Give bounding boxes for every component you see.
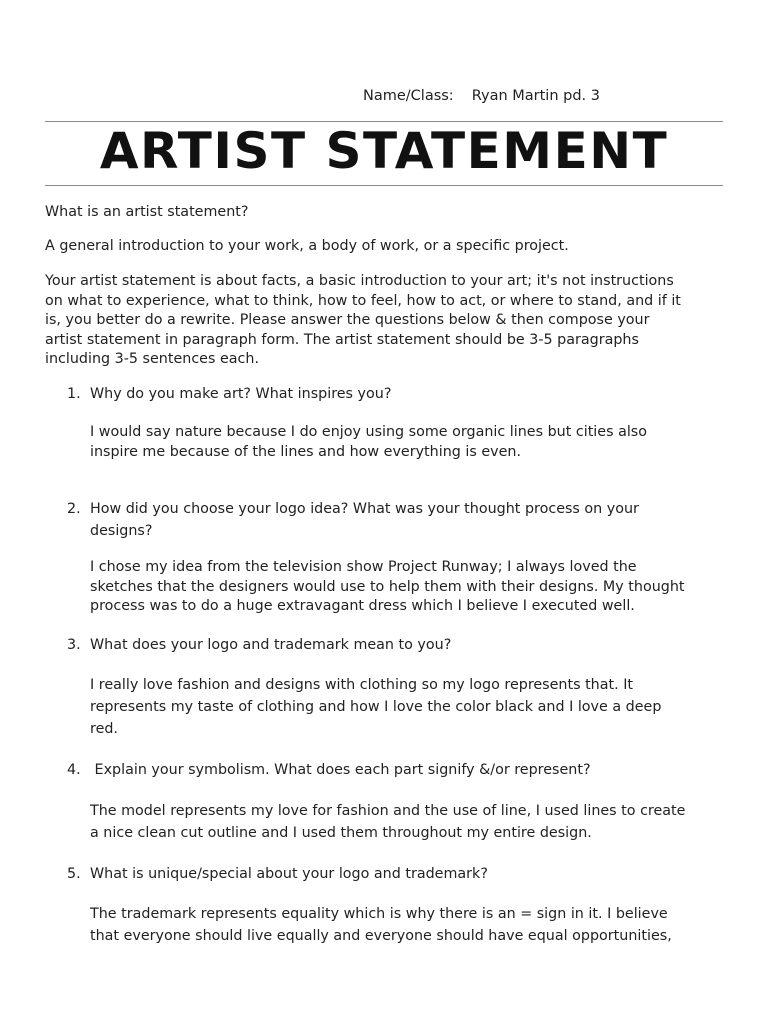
intro-definition: A general introduction to your work, a body of work, or a specific project. bbox=[45, 238, 569, 254]
answer-line: that everyone should live equally and everyone should have equal opportunities, bbox=[90, 928, 672, 944]
intro-line: artist statement in paragraph form. The artist statement should be 3-5 paragraphs bbox=[45, 331, 639, 348]
question-line: How did you choose your logo idea? What was your thought process on your bbox=[90, 501, 639, 517]
bottom-rule bbox=[45, 185, 723, 186]
intro-line: is, you better do a rewrite. Please answer the questions below & then compose your bbox=[45, 312, 650, 328]
answer-line: represents my taste of clothing and how I love the color black and I love a deep bbox=[90, 699, 662, 715]
intro-line: Your artist statement is about facts, a basic introduction to your art; it's not instructions bbox=[45, 273, 674, 289]
question-number: 1. bbox=[67, 386, 81, 402]
question-line: designs? bbox=[90, 523, 153, 539]
page-title: ARTIST STATEMENT bbox=[99, 122, 669, 180]
answer-line: I chose my idea from the television show Project Runway; I always loved the bbox=[90, 559, 637, 575]
answer-line: I really love fashion and designs with clothing so my logo represents that. It bbox=[90, 677, 634, 693]
answer-text bbox=[90, 674, 730, 740]
question-line: What does your logo and trademark mean to you? bbox=[90, 637, 452, 653]
answer-line: The model represents my love for fashion and the use of line, I used lines to create bbox=[90, 803, 686, 819]
question-text bbox=[90, 383, 710, 405]
question-number: 4. bbox=[67, 762, 81, 778]
intro-line: on what to experience, what to think, how to feel, how to act, or where to stand, and if it bbox=[45, 292, 681, 309]
answer-line: I would say nature because I do enjoy using some organic lines but cities also bbox=[90, 424, 647, 440]
answer-line: a nice clean cut outline and I used them throughout my entire design. bbox=[90, 825, 592, 841]
name-class-row bbox=[363, 88, 600, 104]
intro-paragraph bbox=[45, 272, 725, 370]
answer-line: process was to do a huge extravagant dress which I believe I executed well. bbox=[90, 598, 635, 614]
answer-line: inspire me because of the lines and how everything is even. bbox=[90, 443, 521, 460]
question-text bbox=[90, 759, 710, 781]
intro-question: What is an artist statement? bbox=[45, 204, 249, 220]
answer-line: red. bbox=[90, 721, 118, 737]
intro-line: including 3-5 sentences each. bbox=[45, 351, 259, 367]
question-text bbox=[90, 634, 710, 656]
question-line: Explain your symbolism. What does each part signify &/or represent? bbox=[90, 762, 591, 778]
name-class-label: Name/Class: bbox=[363, 88, 454, 104]
question-text bbox=[90, 498, 710, 542]
question-number: 5. bbox=[67, 866, 81, 882]
answer-text bbox=[90, 423, 730, 462]
answer-text bbox=[90, 558, 730, 617]
answer-line: The trademark represents equality which is why there is an = sign in it. I believe bbox=[90, 906, 668, 922]
question-number: 3. bbox=[67, 637, 81, 653]
question-number: 2. bbox=[67, 501, 81, 517]
answer-text bbox=[90, 903, 730, 947]
name-class-value: Ryan Martin pd. 3 bbox=[471, 88, 600, 104]
question-line: Why do you make art? What inspires you? bbox=[90, 386, 392, 402]
question-line: What is unique/special about your logo and trademark? bbox=[90, 866, 488, 882]
question-text bbox=[90, 863, 710, 885]
answer-line: sketches that the designers would use to help them with their designs. My thought bbox=[90, 578, 685, 595]
answer-text bbox=[90, 800, 730, 844]
